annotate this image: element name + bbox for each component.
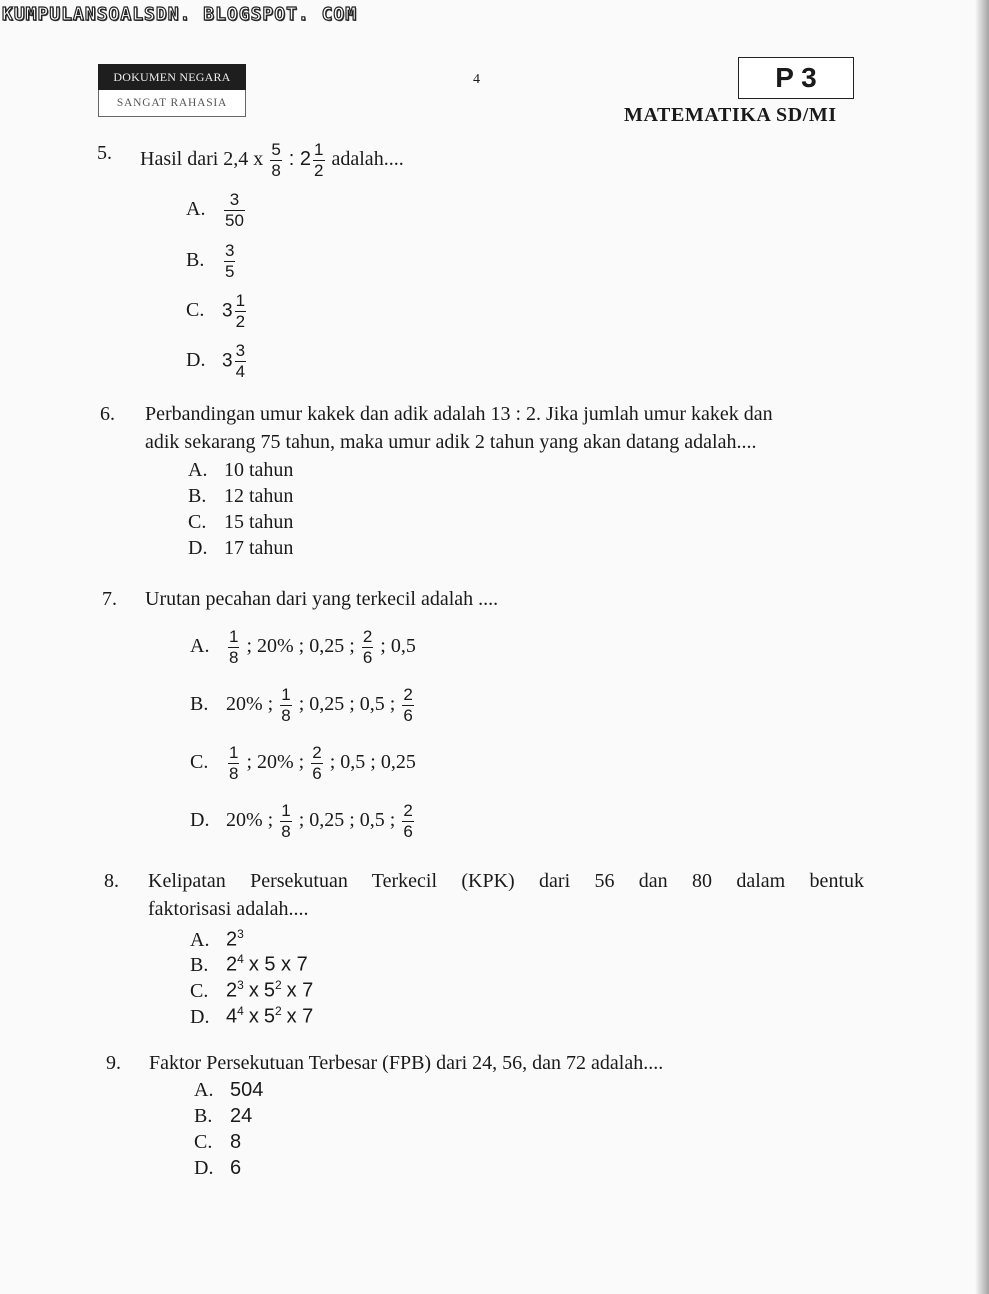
- question-text: Hasil dari 2,4 x $\frac{5}{8}$ : 2 $\frac{1}{2}$ adalah....: [140, 140, 404, 180]
- option-a: A. 10 tahun: [188, 459, 294, 481]
- question-text: Faktor Persekutuan Terbesar (FPB) dari 24, 56, dan 72 adalah....: [149, 1052, 664, 1074]
- option-b: B. $2^4$ x 5 x 7: [190, 952, 308, 976]
- paper-code: P 3: [738, 57, 854, 99]
- question-8-line-2: faktorisasi adalah....: [148, 898, 309, 920]
- fraction: $\frac{2}{6}$: [312, 743, 322, 783]
- question-text: Urutan pecahan dari yang terkecil adalah ....: [145, 588, 499, 610]
- option-b: B. $\frac{3}{5}$: [186, 241, 235, 281]
- doc-label-top: DOKUMEN NEGARA: [98, 64, 246, 90]
- subject-title: MATEMATIKA SD/MI: [624, 104, 837, 126]
- fraction: $\frac{1}{8}$: [281, 685, 291, 725]
- option-c: C. 15 tahun: [188, 511, 294, 533]
- option-c: C. $2^3$ x $5^2$ x 7: [190, 978, 314, 1002]
- question-number: 9.: [106, 1052, 121, 1074]
- page-number: 4: [473, 72, 480, 87]
- question-6-line-2: adik sekarang 75 tahun, maka umur adik 2 tahun yang akan datang adalah....: [145, 431, 757, 453]
- question-number: 8.: [104, 870, 119, 892]
- doc-label-bottom: SANGAT RAHASIA: [98, 90, 246, 117]
- fraction: $\frac{2}{6}$: [403, 801, 413, 841]
- option-c: C. 3 $\frac{1}{2}$: [186, 291, 246, 331]
- option-a: A. 504: [194, 1079, 264, 1101]
- fraction: $\frac{5}{8}$: [271, 140, 281, 180]
- fraction: $\frac{3}{5}$: [225, 241, 235, 281]
- classification-box: [98, 64, 246, 117]
- fraction: $\frac{3}{50}$: [225, 190, 244, 230]
- fraction: $\frac{1}{2}$: [235, 291, 246, 331]
- fraction: $\frac{2}{6}$: [403, 685, 413, 725]
- question-number: 6.: [100, 403, 115, 425]
- option-c: C. $\frac{1}{8}$ ; 20% ; $\frac{2}{6}$ ; 0,5 ; 0,25: [190, 743, 416, 783]
- question-number: 7.: [102, 588, 117, 610]
- fraction: $\frac{1}{8}$: [229, 743, 239, 783]
- option-d: D. 17 tahun: [188, 537, 294, 559]
- question-number: 5.: [97, 142, 112, 164]
- option-d: D. 20% ; $\frac{1}{8}$ ; 0,25 ; 0,5 ; $\frac{2}{6}$: [190, 801, 413, 841]
- watermark-logo: KUMPULANSOALSDN. BLOGSPOT. COM: [2, 4, 358, 25]
- fraction: $\frac{2}{6}$: [362, 627, 373, 667]
- option-a: A. $2^3$: [190, 927, 244, 951]
- option-b: B. 20% ; $\frac{1}{8}$ ; 0,25 ; 0,5 ; $\frac{2}{6}$: [190, 685, 413, 725]
- fraction: $\frac{1}{2}$: [314, 140, 324, 180]
- option-b: B. 12 tahun: [188, 485, 294, 507]
- fraction: $\frac{1}{8}$: [229, 627, 239, 667]
- question-6-line-1: Perbandingan umur kakek dan adik adalah 13 : 2. Jika jumlah umur kakek dan: [145, 403, 773, 425]
- option-d: D. $4^4$ x $5^2$ x 7: [190, 1004, 314, 1028]
- option-d: D. 3 $\frac{3}{4}$: [186, 341, 246, 381]
- option-a: A. $\frac{1}{8}$ ; 20% ; 0,25 ; $\frac{2}{6}$ ; 0,5: [190, 627, 416, 667]
- option-a: A. $\frac{3}{50}$: [186, 190, 244, 230]
- fraction: $\frac{3}{4}$: [235, 341, 246, 381]
- option-d: D. 6: [194, 1157, 242, 1179]
- scan-edge-shadow: [975, 0, 989, 1294]
- question-8-line-1: Kelipatan Persekutuan Terkecil (KPK) dari 56 dan 80 dalam bentuk: [148, 870, 864, 892]
- option-b: B. 24: [194, 1105, 253, 1127]
- option-c: C. 8: [194, 1131, 242, 1153]
- fraction: $\frac{1}{8}$: [281, 801, 291, 841]
